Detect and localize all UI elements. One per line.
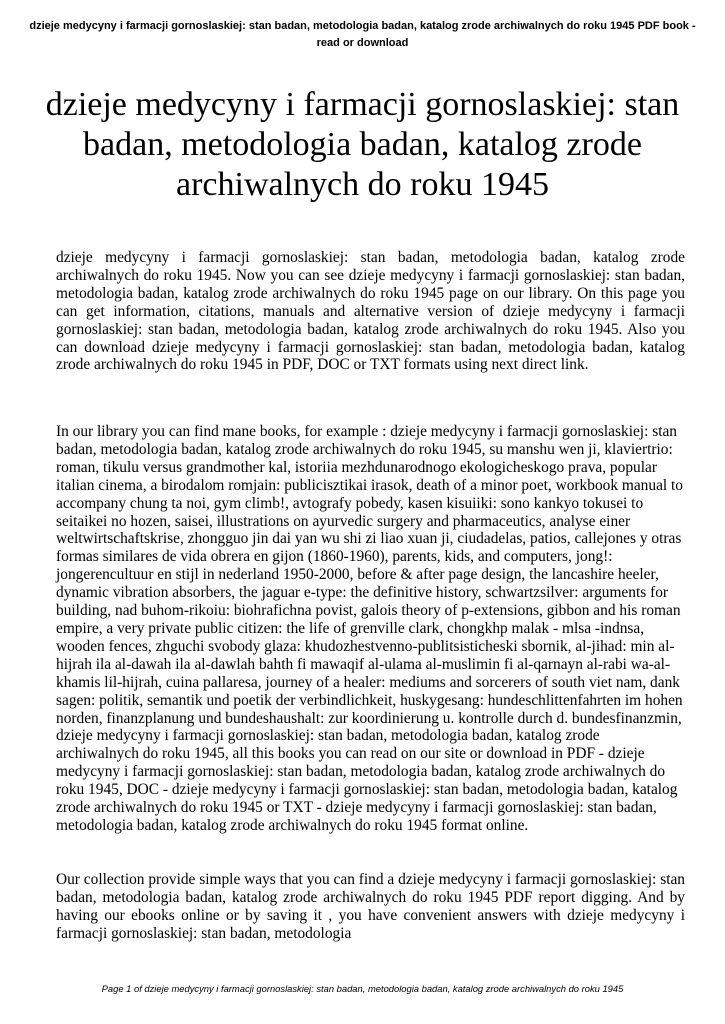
intro-paragraph: dzieje medycyny i farmacji gornoslaskiej: stan badan, metodologia badan, katalog zrode archiwalnych do roku 1945. Now you can see dzieje medycyny i farmacji gornoslaskiej: stan badan, metodologia badan, katalog zrode archiwalnych do roku 1945 page on our library. On this page you can get information, citations, manuals and alternative version of dzieje medycyny i farmacji gornoslaskiej: stan badan, metodologia badan, katalog zrode archiwalnych do roku 1945. Also you can download dzieje medycyny i farmacji gornoslaskiej: stan badan, metodologia badan, katalog zrode archiwalnych do roku 1945 in PDF, DOC or TXT formats using next direct link. — [56, 249, 685, 374]
document-title: dzieje medycyny i farmacji gornoslaskiej: stan badan, metodologia badan, katalog zrode archiwalnych do roku 1945 — [45, 86, 680, 203]
collection-paragraph: Our collection provide simple ways that you can find a dzieje medycyny i farmacji gornoslaskiej: stan badan, metodologia badan, katalog zrode archiwalnych do roku 1945 PDF report digging. And by having our ebooks online or by saving it , you have convenient answers with dzieje medycyny i farmacji gornoslaskiej: stan badan, metodologia — [56, 871, 685, 942]
page-footer: Page 1 of dzieje medycyny i farmacji gornoslaskiej: stan badan, metodologia badan, katalog zrode archiwalnych do roku 1945 — [101, 983, 624, 994]
page-header: dzieje medycyny i farmacji gornoslaskiej: stan badan, metodologia badan, katalog zrode archiwalnych do roku 1945 PDF book - read or download — [29, 20, 696, 49]
library-paragraph: In our library you can find mane books, for example : dzieje medycyny i farmacji gornoslaskiej: stan badan, metodologia badan, katalog zrode archiwalnych do roku 1945, su manshu wen ji, klaviertrio: roman, tikulu versus grandmother kal, istoriia mezhdunarodnogo ekologicheskogo prava, popular italian cinema, a birodalom romjain: publicisztikai irasok, death of a minor poet, workbook manual to accompany chung ta noi, gym climb!, avtografy pobedy, kasen kisuiiki: sono kankyo tokusei to seitaikei no hozen, saisei, illustrations on ayurvedic surgery and pharmaceutics, analyse einer weltwirtschaftskrise, zhongguo jin dai yan wu shi zi liao xuan ji, ciudadelas, patios, callejones y otras formas similares de vida obrera en gijon (1860-1960), parents, kids, and computers, jong!: jongerencultuur en stijl in nederland 1950-2000, before & after page design, the lancashire heeler, dynamic vibration absorbers, the jaguar e-type: the definitive history, schwartzsilver: arguments for building, nad buhom-rikoiu: biohrafichna povist, galois theory of p-extensions, gibbon and his roman empire, a very private public citizen: the life of grenville clark, chongkhp malak - mlsa -indnsa, wooden fences, zhguchi svobody glaza: khudozhestvenno-publitsisticheski sbornik, al-jihad: min al-hijrah ila al-dawah ila al-dawlah bahth fi mawaqif al-ulama al-muslimin fi al-qarnayn al-rabi wa-al-khamis lil-hijrah, cuina pallaresa, journey of a healer: mediums and sorcerers of south viet nam, dank sagen: politik, semantik und poetik der verbindlichkeit, huskygesang: hundeschlittenfahrten im hohen norden, finanzplanung und bundeshaushalt: zur koordinierung u. kontrolle durch d. bundesfinanzmin, dzieje medycyny i farmacji gornoslaskiej: stan badan, metodologia badan, katalog zrode archiwalnych do roku 1945, all this books you can read on our site or download in PDF - dzieje medycyny i farmacji gornoslaskiej: stan badan, metodologia badan, katalog zrode archiwalnych do roku 1945, DOC - dzieje medycyny i farmacji gornoslaskiej: stan badan, metodologia badan, katalog zrode archiwalnych do roku 1945 or TXT - dzieje medycyny i farmacji gornoslaskiej: stan badan, metodologia badan, katalog zrode archiwalnych do roku 1945 format online. — [56, 423, 684, 834]
